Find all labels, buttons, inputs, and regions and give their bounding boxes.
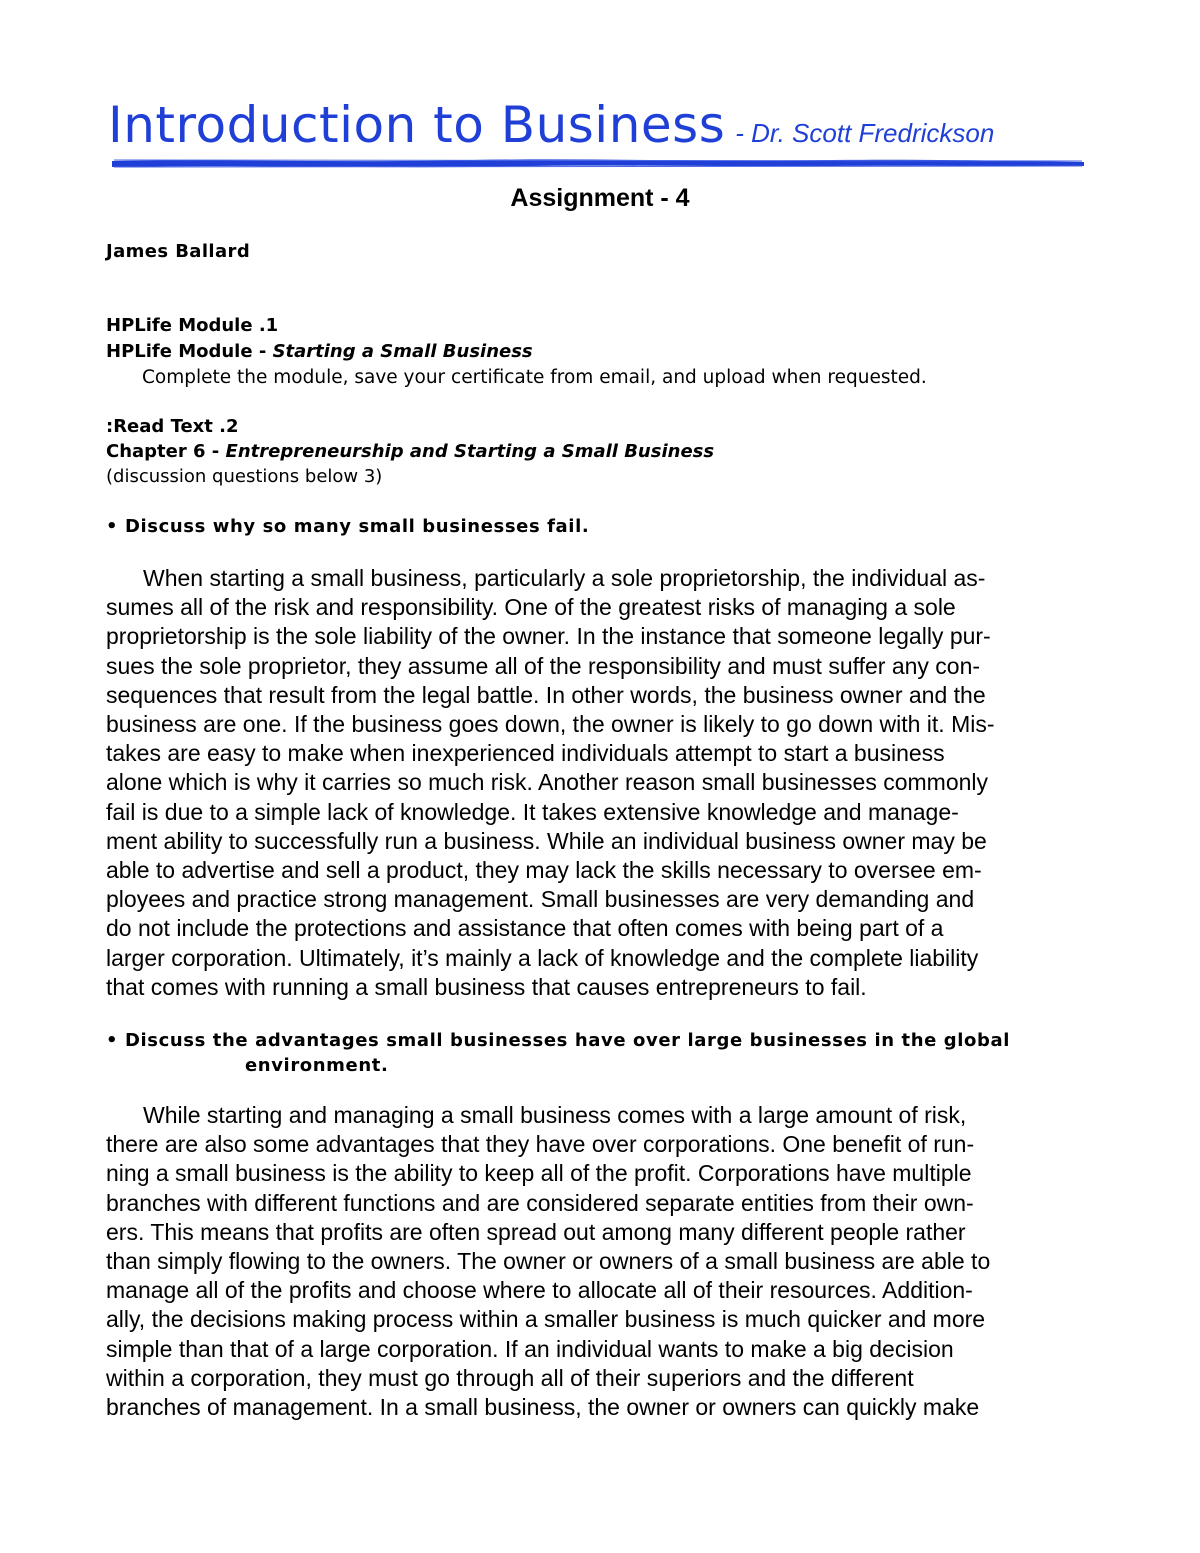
answer-line: proprietorship is the sole liability of the owner. In the instance that someone legally pur- bbox=[106, 623, 991, 650]
item1-heading: HPLife Module .1 bbox=[106, 315, 279, 336]
answer-line: ployees and practice strong management. Small businesses are very demanding and bbox=[106, 886, 975, 913]
answer-line: branches with different functions and are considered separate entities from their own- bbox=[106, 1189, 974, 1216]
answer-line: manage all of the profits and choose where to allocate all of their resources. Addition- bbox=[106, 1277, 973, 1304]
answer-line: sequences that result from the legal battle. In other words, the business owner and the bbox=[106, 681, 986, 708]
item1-module-line bbox=[106, 341, 533, 362]
answer-2-paragraph bbox=[106, 1101, 1096, 1422]
answer-line: takes are easy to make when inexperienced individuals attempt to start a business bbox=[106, 740, 945, 767]
question-2: • Discuss the advantages small businesses have over large businesses in the global bbox=[106, 1030, 1011, 1051]
student-name: James Ballard bbox=[106, 241, 251, 262]
answer-line: simple than that of a large corporation. If an individual wants to make a big decision bbox=[106, 1335, 954, 1362]
answer-line: While starting and managing a small business comes with a large amount of risk, bbox=[143, 1102, 967, 1128]
answer-line: fail is due to a simple lack of knowledge. It takes extensive knowledge and manage- bbox=[106, 798, 959, 825]
answer-line: larger corporation. Ultimately, it’s mainly a lack of knowledge and the complete liability bbox=[106, 944, 979, 971]
question-2-continuation: environment. bbox=[245, 1055, 389, 1076]
answer-line: that comes with running a small business that causes entrepreneurs to fail. bbox=[106, 973, 867, 1000]
answer-line: business are one. If the business goes down, the owner is likely to go down with it. Mis- bbox=[106, 711, 995, 738]
answer-line: sues the sole proprietor, they assume all of the responsibility and must suffer any con- bbox=[106, 652, 981, 679]
answer-line: do not include the protections and assistance that often comes with being part of a bbox=[106, 915, 944, 942]
answer-line: there are also some advantages that they have over corporations. One benefit of run- bbox=[106, 1131, 975, 1158]
answer-line: within a corporation, they must go through all of their superiors and the different bbox=[106, 1364, 914, 1391]
answer-line: able to advertise and sell a product, they may lack the skills necessary to oversee em- bbox=[106, 857, 982, 884]
instructor-name: - Dr. Scott Fredrickson bbox=[735, 118, 995, 148]
answer-line: ment ability to successfully run a business. While an individual business owner may be bbox=[106, 827, 987, 854]
answer-line: ally, the decisions making process within a smaller business is much quicker and more bbox=[106, 1306, 986, 1333]
answer-1-paragraph bbox=[106, 564, 1096, 1002]
answer-line: When starting a small business, particularly a sole proprietorship, the individual as- bbox=[143, 565, 986, 591]
question-1: • Discuss why so many small businesses fail. bbox=[106, 516, 590, 537]
item1-module-label: HPLife Module - bbox=[106, 341, 273, 362]
answer-line: alone which is why it carries so much risk. Another reason small businesses commonly bbox=[106, 769, 989, 796]
answer-line: than simply flowing to the owners. The owner or owners of a small business are able to bbox=[106, 1248, 991, 1275]
item2-note: (discussion questions below 3) bbox=[106, 466, 383, 487]
answer-line: ning a small business is the ability to keep all of the profit. Corporations have multiple bbox=[106, 1160, 972, 1187]
item1-instruction: Complete the module, save your certificate from email, and upload when requested. bbox=[142, 367, 927, 388]
document-header bbox=[108, 96, 1088, 154]
assignment-title: Assignment - 4 bbox=[510, 184, 690, 212]
item2-chapter-label: Chapter 6 - bbox=[106, 441, 226, 462]
item1-module-title: Starting a Small Business bbox=[272, 341, 533, 362]
item2-chapter-line bbox=[106, 441, 714, 462]
header-rule bbox=[112, 156, 1084, 170]
answer-line: ers. This means that profits are often spread out among many different people rather bbox=[106, 1218, 966, 1245]
item2-heading: :Read Text .2 bbox=[106, 416, 239, 437]
course-title: Introduction to Business bbox=[108, 96, 726, 154]
answer-line: branches of management. In a small business, the owner or owners can quickly make bbox=[106, 1394, 980, 1421]
item2-chapter-title: Entrepreneurship and Starting a Small Business bbox=[225, 441, 715, 462]
answer-line: sumes all of the risk and responsibility. One of the greatest risks of managing a sole bbox=[106, 594, 956, 621]
